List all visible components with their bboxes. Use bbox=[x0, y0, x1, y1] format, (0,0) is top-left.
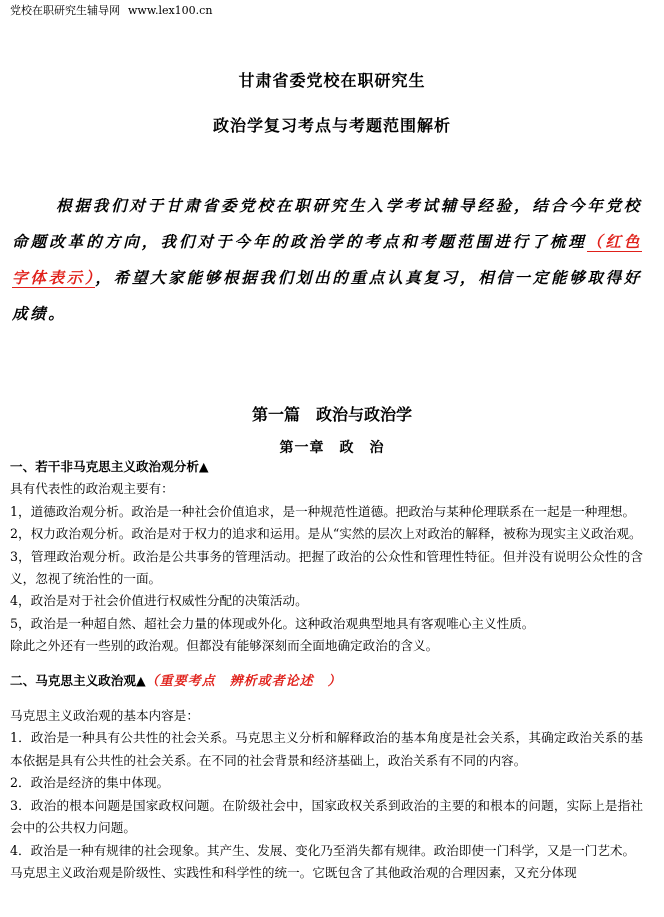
document-body bbox=[10, 456, 643, 884]
section-2-heading-line bbox=[10, 670, 643, 693]
section-1-paragraph: 3，管理政治观分析。政治是公共事务的管理活动。把握了政治的公众性和管理性特征。但并没有说明公众性的含义，忽视了统治性的一面。 bbox=[10, 548, 643, 587]
section-2-paragraph: 1．政治是一种具有公共性的社会关系。马克思主义分析和解释政治的基本角度是社会关系，其确定政治关系的基本依据是具有公共性的社会关系。在不同的社会背景和经济基础上，政治关系有不同的内容。 bbox=[10, 730, 643, 768]
section-1-paragraph: 2，权力政治观分析。政治是对于权力的追求和运用。是从“实然的层次上对政治的解释，被称为现实主义政治观。 bbox=[10, 526, 642, 542]
section-2-paragraph: 马克思主义政治观的基本内容是： bbox=[10, 708, 199, 724]
section-2-paragraph: 3．政治的根本问题是国家政权问题。在阶级社会中，国家政权关系到政治的主要的和根本的问题，实际上是指社会中的公共权力问题。 bbox=[10, 797, 643, 836]
document-subtitle: 政治学复习考点与考题范围解析 bbox=[212, 116, 451, 135]
section-2-heading: 二、马克思主义政治观▲ bbox=[10, 672, 146, 688]
key-point-annotation: （重要考点 辨析或者论述 ） bbox=[145, 673, 342, 689]
section-1-heading: 一、若干非马克思主义政治观分析▲ bbox=[10, 459, 209, 474]
section-2-paragraph: 2．政治是经济的集中体现。 bbox=[10, 775, 170, 791]
section-2-paragraph: 马克思主义政治观是阶级性、实践性和科学性的统一。它既包含了其他政治观的合理因素，又充分体现 bbox=[10, 864, 577, 880]
section-1-paragraph: 5，政治是一种超自然、超社会力量的体现或外化。这种政治观典型地具有客观唯心主义性质。 bbox=[10, 615, 535, 631]
chapter-title: 第一章 政 治 bbox=[279, 440, 385, 456]
section-2-paragraph: 4．政治是一种有规律的社会现象。其产生、发展、变化乃至消失都有规律。政治即使一门科学，又是一门艺术。 bbox=[10, 842, 636, 858]
intro-text-1: 根据我们对于甘肃省委党校在职研究生入学考试辅导经验，结合今年党校命题改革的方向，我们对于今年的政治学的考点和考题范围进行了梳理 bbox=[12, 197, 642, 251]
intro-paragraph bbox=[12, 188, 642, 332]
intro-text-2: ，希望大家能够根据我们划出的重点认真复习，相信一定能够取得好成绩。 bbox=[12, 269, 642, 323]
header-school-name: 党校在职研究生辅导网 bbox=[10, 4, 120, 17]
header-site-url[interactable]: www.lex100.cn bbox=[128, 4, 213, 17]
section-spacer bbox=[10, 693, 643, 705]
section-1-paragraph: 除此之外还有一些别的政治观。但都没有能够深刻而全面地确定政治的含义。 bbox=[10, 638, 439, 654]
document-title: 甘肃省委党校在职研究生 bbox=[238, 71, 426, 90]
page-header bbox=[10, 4, 212, 18]
section-spacer bbox=[10, 658, 643, 670]
section-1-paragraph: 4，政治是对于社会价值进行权威性分配的决策活动。 bbox=[10, 593, 308, 609]
part-title: 第一篇 政治与政治学 bbox=[251, 405, 412, 424]
intro-red-note: （红色字体表示） bbox=[12, 233, 642, 287]
section-1-paragraph: 具有代表性的政治观主要有： bbox=[10, 481, 174, 497]
section-1-paragraph: 1，道德政治观分析。政治是一种社会价值追求，是一种规范性道德。把政治与某种伦理联系在一起是一种理想。 bbox=[10, 503, 636, 519]
